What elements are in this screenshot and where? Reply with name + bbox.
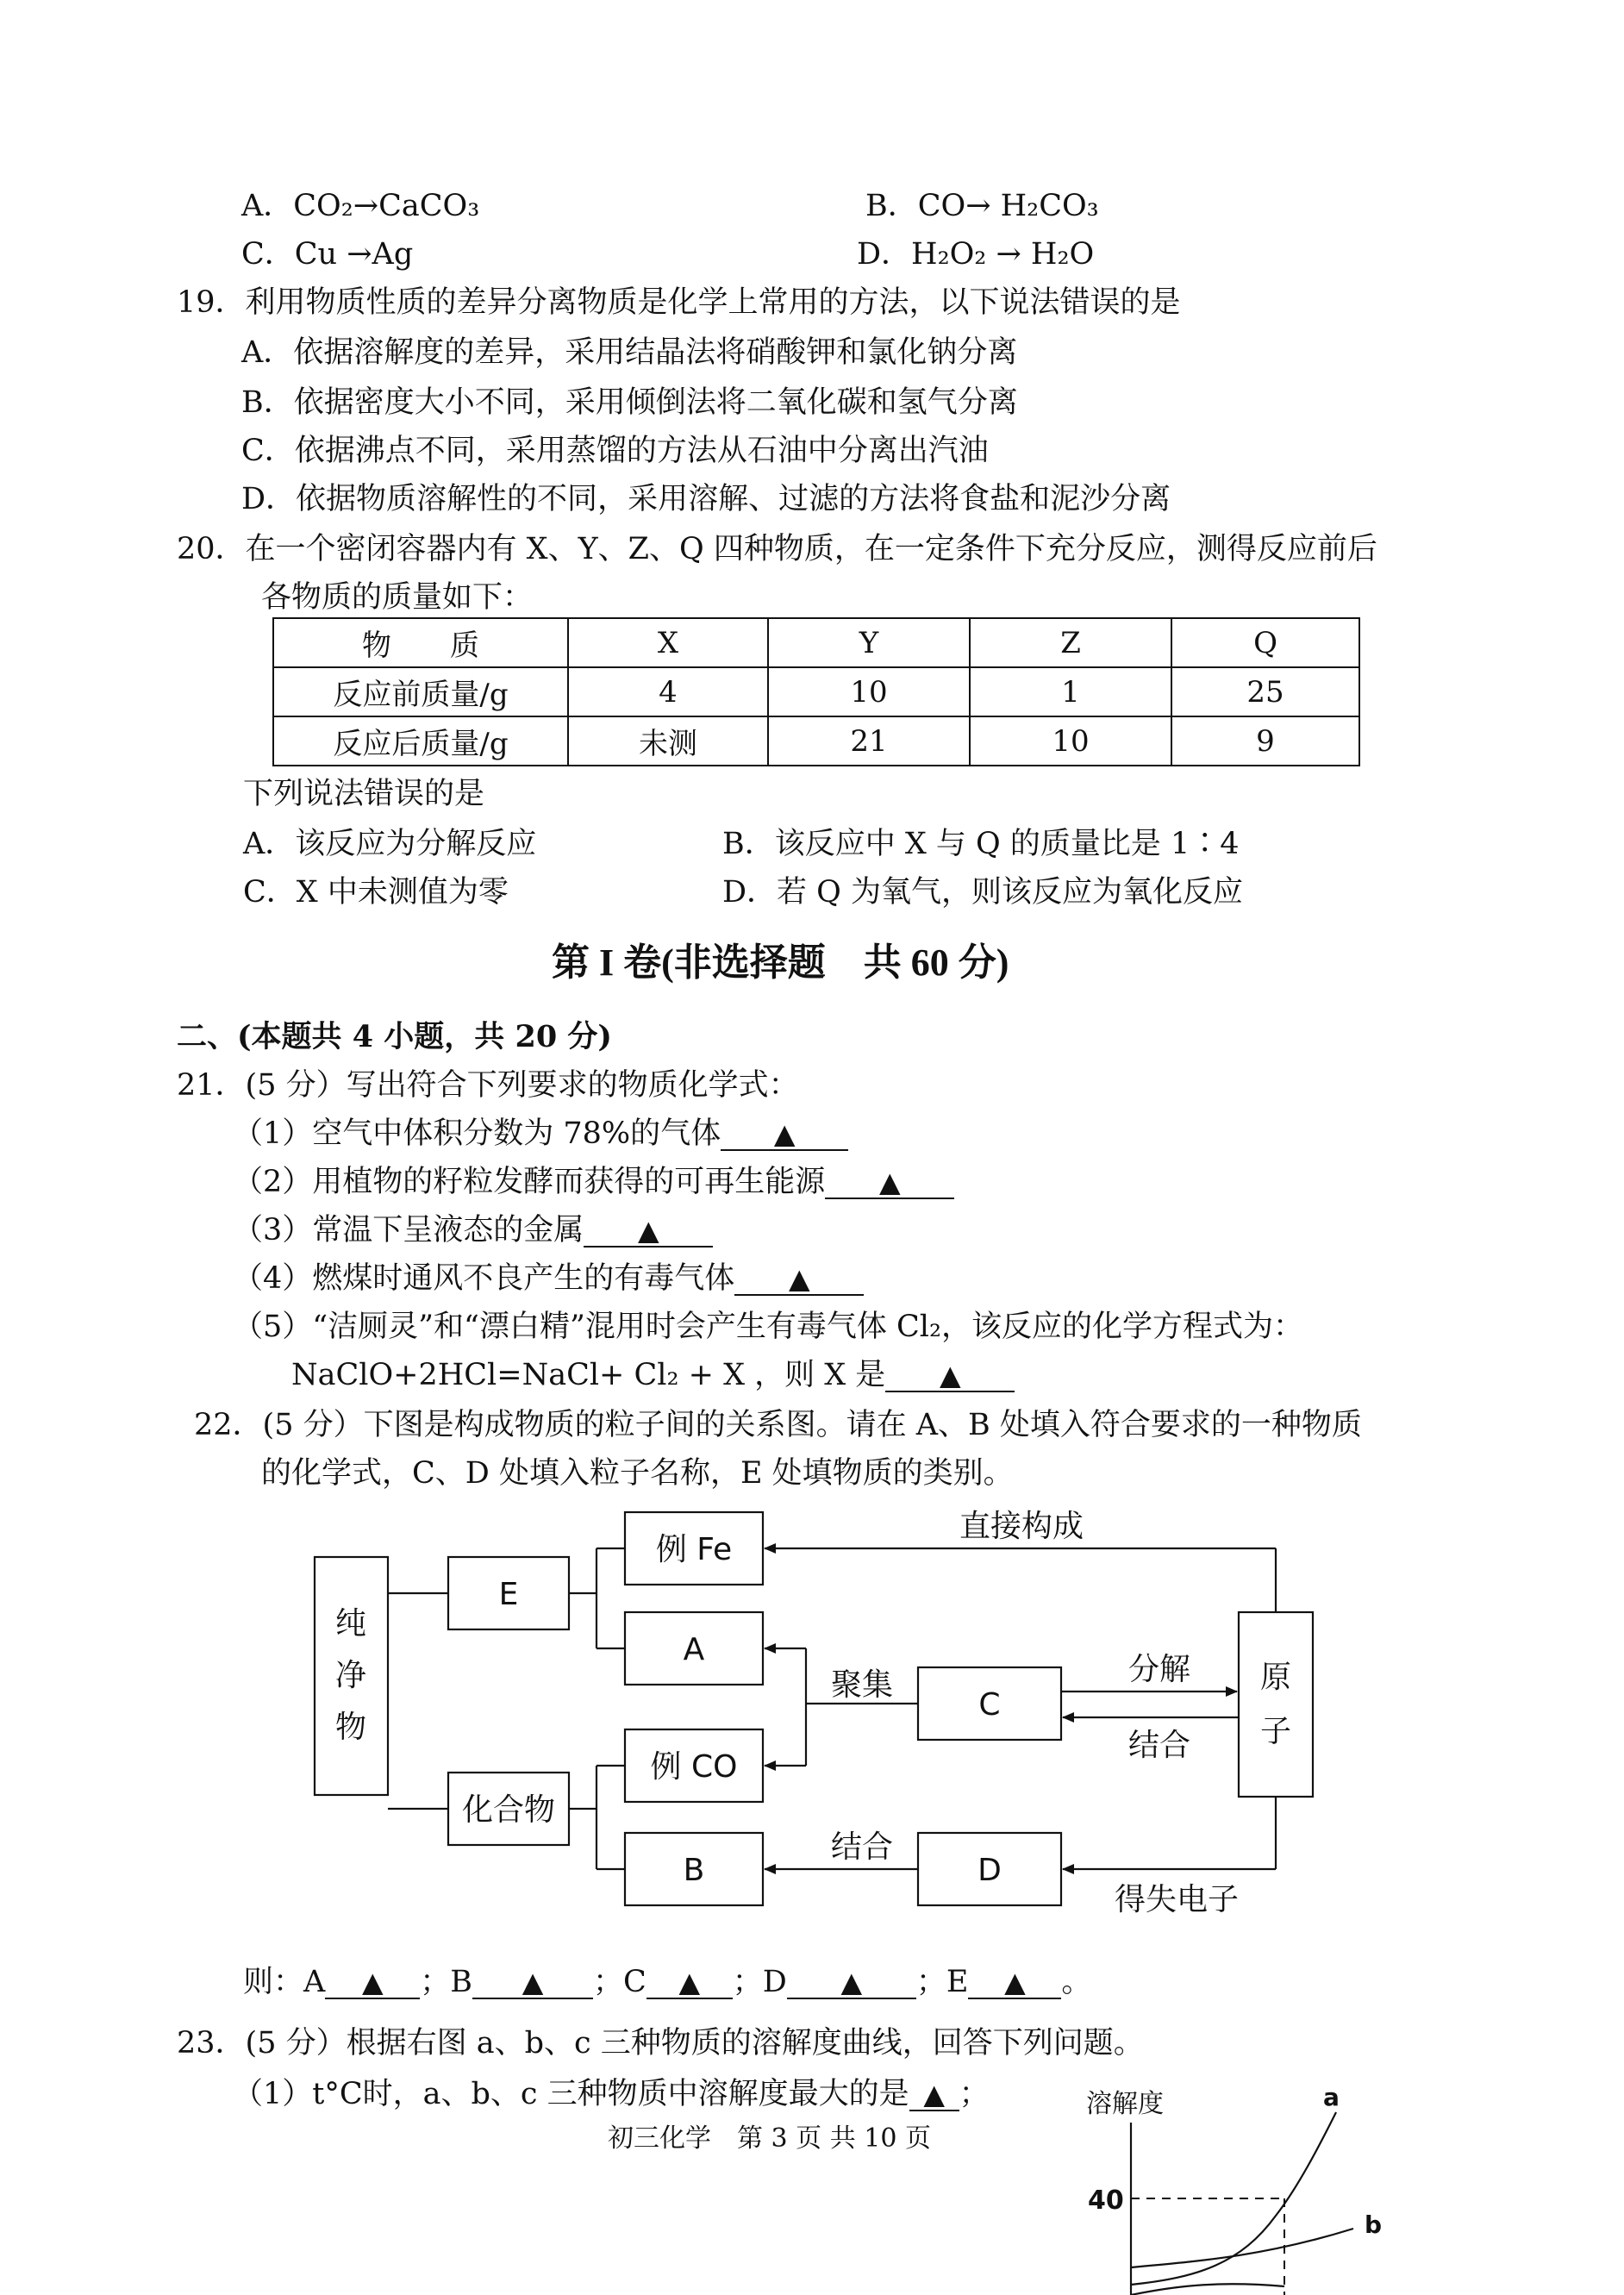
answer-blank[interactable] <box>885 1360 1015 1392</box>
table-cell: 物 质 <box>273 618 568 667</box>
answer-blank-a[interactable] <box>325 1967 420 1999</box>
table-cell: 4 <box>568 667 768 716</box>
q22-stem: 22．(5 分）下图是构成物质的粒子间的关系图。请在 A、B 处填入符合要求的一种物质 <box>194 1408 1362 1442</box>
curve-a <box>1131 2112 1336 2285</box>
table-cell: 反应后质量/g <box>273 716 568 766</box>
q21-stem: 21．(5 分）写出符合下列要求的物质化学式： <box>177 1068 799 1103</box>
triangle-icon: ▲ <box>840 1966 863 1998</box>
triangle-icon: ▲ <box>361 1966 384 1998</box>
label-curve-b: b <box>1365 2211 1383 2239</box>
triangle-icon: ▲ <box>788 1262 810 1295</box>
q19-stem: 19．利用物质性质的差异分离物质是化学上常用的方法，以下说法错误的是 <box>177 285 1181 320</box>
q18-option-a: A．CO₂→CaCO₃ <box>241 189 480 223</box>
table-cell: 21 <box>768 716 970 766</box>
answer-label-c: ；C <box>593 1965 646 1999</box>
curve-c <box>1131 2284 1284 2295</box>
part-title: 第 I 卷(非选择题 共 60 分) <box>552 941 1009 984</box>
particle-relation-diagram <box>306 1500 1319 1914</box>
q19-option-b: B．依据密度大小不同，采用倾倒法将二氧化碳和氢气分离 <box>241 385 1018 420</box>
table-row <box>273 618 1359 667</box>
q19-option-d: D．依据物质溶解性的不同，采用溶解、过滤的方法将食盐和泥沙分离 <box>241 482 1171 516</box>
answer-label-e: ；E <box>915 1965 969 1999</box>
q21-item-5-equation <box>291 1360 1015 1392</box>
q20-option-d: D．若 Q 为氧气，则该反应为氧化反应 <box>722 875 1244 910</box>
q18-option-d: D．H₂O₂ → H₂O <box>857 237 1095 272</box>
q18-option-c: C．Cu →Ag <box>241 237 414 272</box>
atom-char-2: 子 <box>1259 1714 1292 1749</box>
q22-stem-cont: 的化学式，C、D 处填入粒子名称，E 处填物质的类别。 <box>261 1456 1014 1491</box>
pure-char-1: 纯 <box>334 1606 367 1642</box>
q21-item-4-text: （4）燃煤时通风不良产生的有毒气体 <box>233 1261 735 1296</box>
q21-item-1 <box>233 1116 848 1151</box>
table-cell: 10 <box>768 667 970 716</box>
table-cell: 未测 <box>568 716 768 766</box>
tick-40: 40 <box>1088 2186 1124 2216</box>
answer-blank[interactable] <box>825 1167 954 1199</box>
triangle-icon: ▲ <box>522 1966 544 1998</box>
answer-label-d: ；D <box>732 1965 787 1999</box>
triangle-icon: ▲ <box>678 1966 701 1998</box>
triangle-icon: ▲ <box>637 1214 659 1247</box>
q20-option-a: A．该反应为分解反应 <box>243 827 537 861</box>
curve-b <box>1131 2229 1353 2267</box>
q21-item-2-text: （2）用植物的籽粒发酵而获得的可再生能源 <box>233 1165 826 1199</box>
q20-stem-cont: 各物质的质量如下： <box>261 580 534 615</box>
label-electron: 得失电子 <box>1114 1882 1240 1914</box>
q21-item-2 <box>233 1167 954 1199</box>
triangle-icon: ▲ <box>878 1166 901 1198</box>
mass-table <box>272 617 1360 766</box>
answer-blank-e[interactable] <box>968 1967 1061 1999</box>
answer-end: 。 <box>1061 1965 1092 1999</box>
q23-stem: 23．(5 分）根据右图 a、b、c 三种物质的溶解度曲线，回答下列问题。 <box>177 2026 1144 2060</box>
q20-option-c: C．X 中未测值为零 <box>243 875 509 910</box>
pure-char-3: 物 <box>334 1710 367 1745</box>
label-gather: 聚集 <box>830 1667 894 1703</box>
label-co: 例 CO <box>650 1749 738 1785</box>
table-cell: Y <box>768 618 970 667</box>
answer-blank[interactable] <box>721 1119 848 1151</box>
triangle-icon: ▲ <box>1004 1966 1026 1998</box>
q21-item-4 <box>233 1261 864 1296</box>
label-compound: 化合物 <box>461 1792 556 1828</box>
table-row <box>273 667 1359 716</box>
pure-char-2: 净 <box>334 1658 367 1693</box>
q21-item-3 <box>233 1213 713 1248</box>
q19-option-a: A．依据溶解度的差异，采用结晶法将硝酸钾和氯化钠分离 <box>241 335 1018 370</box>
q21-item-5: （5）“洁厕灵”和“漂白精”混用时会产生有毒气体 Cl₂，该反应的化学方程式为： <box>233 1310 1303 1344</box>
solubility-chart <box>1077 2086 1440 2295</box>
answer-blank[interactable] <box>734 1264 864 1296</box>
label-curve-a: a <box>1323 2086 1340 2111</box>
q18-option-b: B．CO→ H₂CO₃ <box>865 189 1099 223</box>
q21-item-1-text: （1）空气中体积分数为 78%的气体 <box>233 1116 721 1151</box>
table-row <box>273 716 1359 766</box>
q20-option-b: B．该反应中 X 与 Q 的质量比是 1∶4 <box>722 827 1240 861</box>
triangle-icon: ▲ <box>773 1117 796 1150</box>
table-cell: 1 <box>970 667 1171 716</box>
table-cell: Z <box>970 618 1171 667</box>
label-b: B <box>683 1853 705 1888</box>
answer-blank[interactable] <box>909 2079 959 2111</box>
section-heading: 二、(本题共 4 小题，共 20 分) <box>177 1019 612 1054</box>
table-cell: 10 <box>970 716 1171 766</box>
table-cell: Q <box>1171 618 1359 667</box>
q22-answers <box>243 1967 1091 1999</box>
label-combine-1: 结合 <box>1127 1728 1191 1763</box>
equation-text: NaClO+2HCl=NaCl+ Cl₂ + X ，则 X 是 <box>291 1358 886 1392</box>
label-fe: 例 Fe <box>655 1532 733 1567</box>
table-cell: 9 <box>1171 716 1359 766</box>
q19-option-c: C．依据沸点不同，采用蒸馏的方法从石油中分离出汽油 <box>241 434 989 468</box>
triangle-icon: ▲ <box>923 2078 945 2111</box>
answer-blank-d[interactable] <box>787 1967 916 1999</box>
answer-label-a: 则：A <box>243 1965 326 1999</box>
label-a: A <box>683 1632 705 1667</box>
table-cell: X <box>568 618 768 667</box>
label-direct: 直接构成 <box>959 1509 1084 1544</box>
chart-ylabel: 溶解度 <box>1086 2089 1164 2119</box>
answer-blank[interactable] <box>584 1216 713 1248</box>
triangle-icon: ▲ <box>939 1359 961 1391</box>
table-cell: 反应前质量/g <box>273 667 568 716</box>
label-c: C <box>978 1687 1001 1723</box>
q23-item-1 <box>233 2079 990 2111</box>
q23-item-1-text: （1）t°C时，a、b、c 三种物质中溶解度最大的是 <box>233 2077 909 2111</box>
table-cell: 25 <box>1171 667 1359 716</box>
answer-blank-c[interactable] <box>646 1967 733 1999</box>
atom-char-1: 原 <box>1259 1660 1292 1695</box>
page-footer: 初三化学 第 3 页 共 10 页 <box>608 2123 931 2154</box>
q21-item-3-text: （3）常温下呈液态的金属 <box>233 1213 584 1248</box>
box-atom <box>1239 1612 1313 1797</box>
label-combine-2: 结合 <box>830 1829 894 1865</box>
q20-prompt: 下列说法错误的是 <box>243 777 485 811</box>
q20-stem: 20．在一个密闭容器内有 X、Y、Z、Q 四种物质，在一定条件下充分反应，测得反应前后 <box>177 532 1377 566</box>
answer-blank-b[interactable] <box>472 1967 593 1999</box>
label-d: D <box>978 1853 1002 1888</box>
q23-item-1-end: ； <box>959 2077 990 2111</box>
label-e: E <box>498 1577 519 1612</box>
label-decompose: 分解 <box>1127 1652 1191 1687</box>
answer-label-b: ；B <box>420 1965 473 1999</box>
